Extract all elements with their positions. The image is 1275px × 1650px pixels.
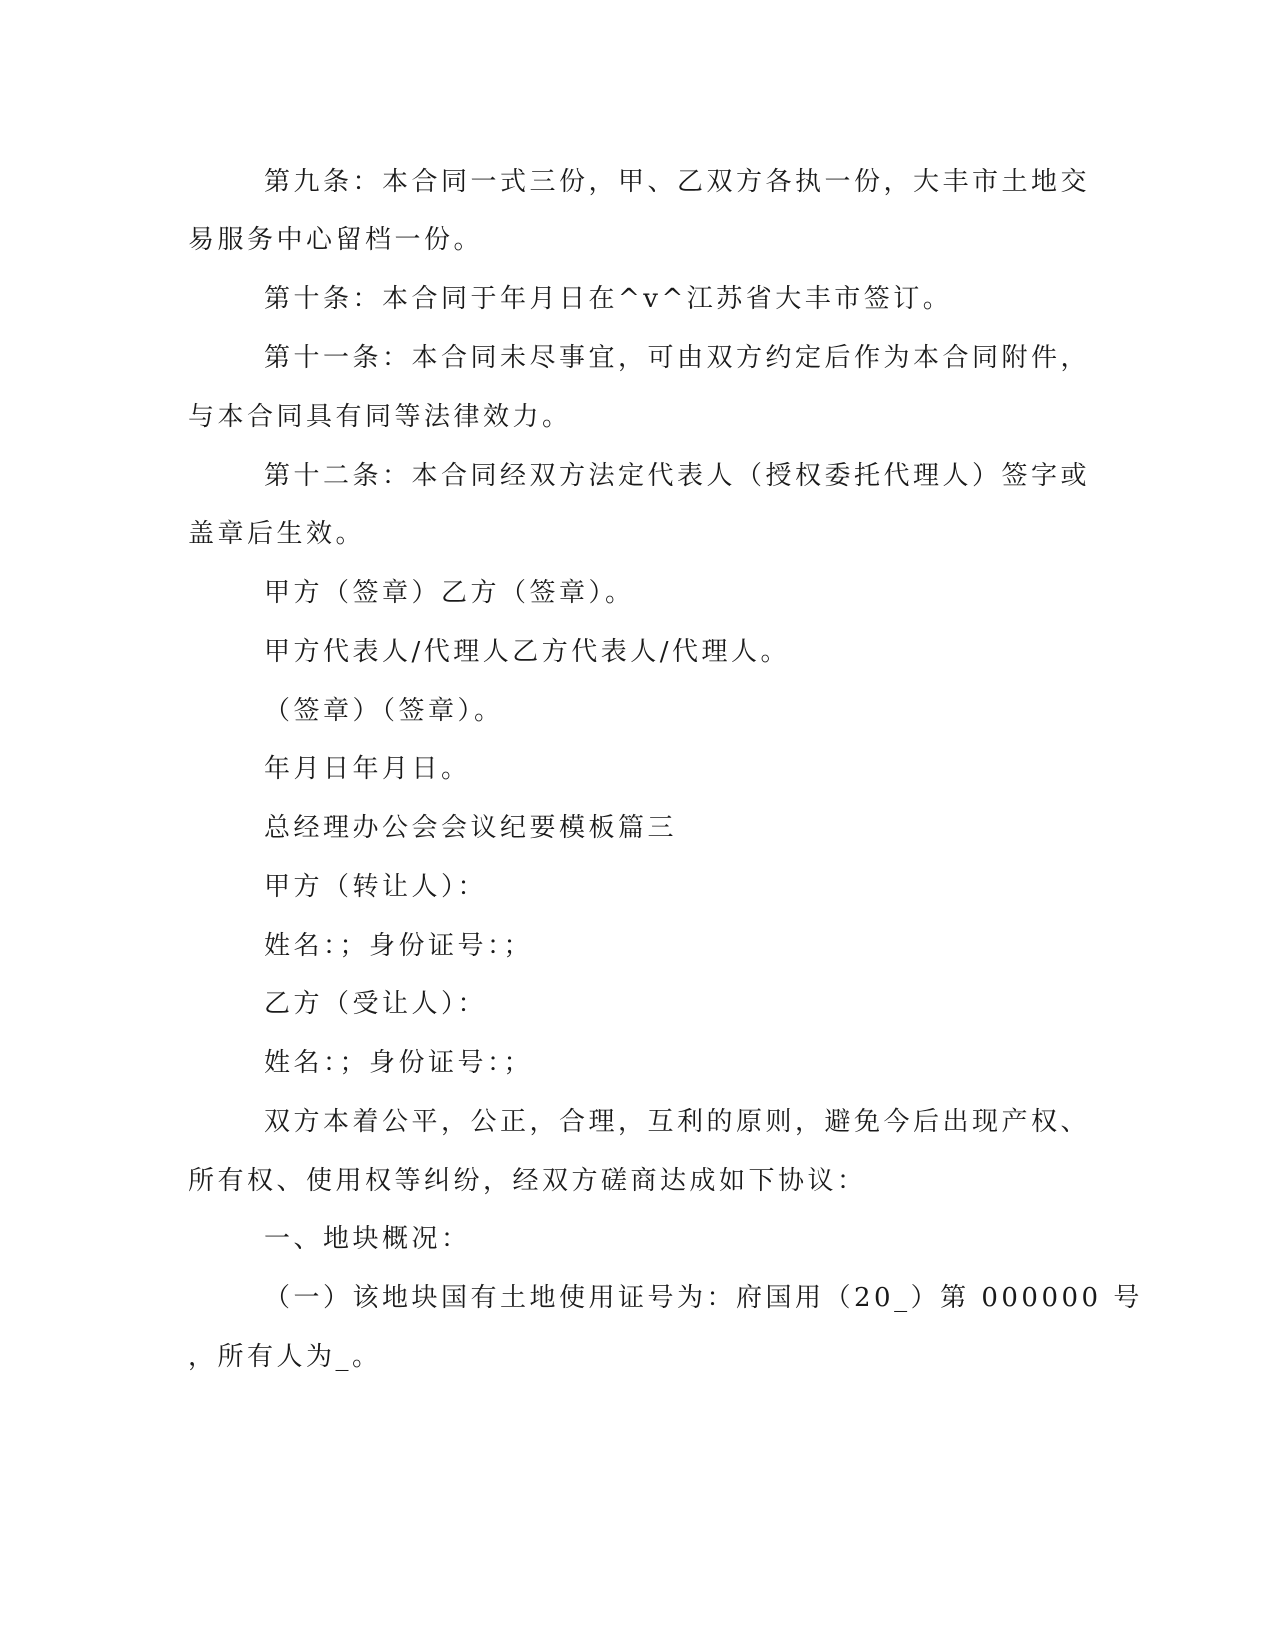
- clause-11-line-2: 与本合同具有同等法律效力。: [188, 402, 572, 432]
- section-1-item-1-line-2: ，所有人为_。: [188, 1342, 382, 1372]
- party-b-details: 姓名：；身份证号：；: [264, 1048, 534, 1078]
- clause-12-line-1: 第十二条：本合同经双方法定代表人（授权委托代理人）签字或: [264, 461, 1091, 491]
- clause-9-line-1: 第九条：本合同一式三份，甲、乙双方各执一份，大丰市土地交: [264, 167, 1091, 197]
- clause-9-line-2: 易服务中心留档一份。: [188, 225, 484, 255]
- section-1-item-1-line-1: （一）该地块国有土地使用证号为：府国用（20_）第 000000 号: [264, 1283, 1143, 1313]
- party-a-label: 甲方（转让人）：: [264, 872, 488, 902]
- signature-parties: 甲方（签章）乙方（签章）。: [264, 578, 635, 608]
- clause-12-line-2: 盖章后生效。: [188, 519, 366, 549]
- clause-10: 第十条：本合同于年月日在^v^江苏省大丰市签订。: [264, 284, 953, 314]
- signature-stamps: （签章）（签章）。: [264, 696, 504, 726]
- party-b-label: 乙方（受让人）：: [264, 989, 488, 1019]
- section-1-heading: 一、地块概况：: [264, 1224, 471, 1254]
- preamble-line-1: 双方本着公平，公正，合理，互利的原则，避免今后出现产权、: [264, 1107, 1091, 1137]
- preamble-line-2: 所有权、使用权等纠纷，经双方磋商达成如下协议：: [188, 1166, 867, 1196]
- clause-11-line-1: 第十一条：本合同未尽事宜，可由双方约定后作为本合同附件，: [264, 343, 1091, 373]
- signature-representatives: 甲方代表人/代理人乙方代表人/代理人。: [264, 637, 791, 667]
- signature-dates: 年月日年月日。: [264, 754, 471, 784]
- section-heading: 总经理办公会会议纪要模板篇三: [264, 813, 678, 843]
- party-a-details: 姓名：；身份证号：；: [264, 931, 534, 961]
